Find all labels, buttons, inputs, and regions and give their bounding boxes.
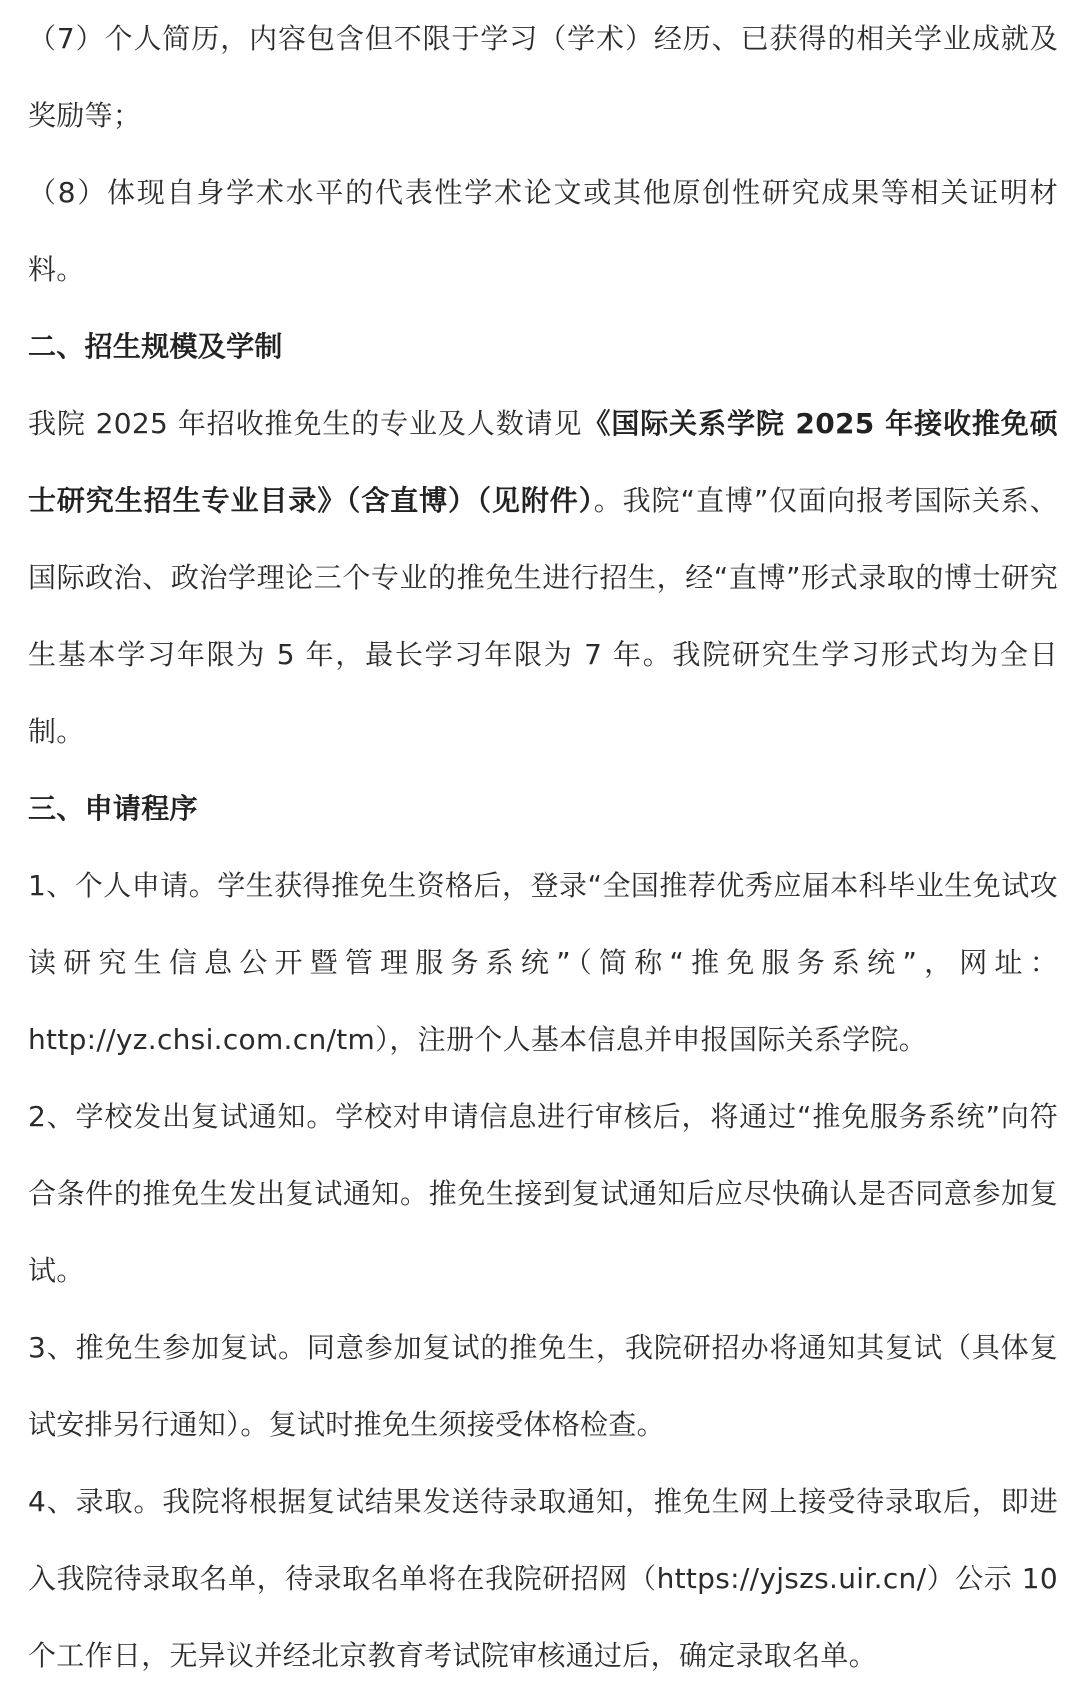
procedure-step-2: 2、学校发出复试通知。学校对申请信息进行审核后，将通过“推免服务系统”向符合条件的推免生发出复试通知。推免生接到复试通知后应尽快确认是否同意参加复试。: [28, 1100, 1058, 1287]
section-heading-application-procedure: 三、申请程序: [28, 792, 198, 825]
procedure-step-1: 1、个人申请。学生获得推免生资格后，登录“全国推荐优秀应届本科毕业生免试攻读研究生信息公开暨管理服务系统”（简称“推免服务系统”，网址：http://yz.chsi.com.cn/tm），注册个人基本信息并申报国际关系学院。: [28, 869, 1058, 1056]
procedure-step-3: 3、推免生参加复试。同意参加复试的推免生，我院研招办将通知其复试（具体复试安排另行通知）。复试时推免生须接受体格检查。: [28, 1331, 1058, 1441]
enrollment-text-after: 。我院“直博”仅面向报考国际关系、国际政治、政治学理论三个专业的推免生进行招生，经“直博”形式录取的博士研究生基本学习年限为 5 年，最长学习年限为 7 年。我院研究生学习形式均为全日制。: [28, 484, 1058, 748]
enrollment-text-before: 我院 2025 年招收推免生的专业及人数请见: [28, 407, 583, 440]
section-heading-enrollment-scale: 二、招生规模及学制: [28, 330, 283, 363]
document-body: [28, 0, 1058, 1694]
material-item-7: （7）个人简历，内容包含但不限于学习（学术）经历、已获得的相关学业成就及奖励等；: [28, 22, 1058, 132]
material-item-8: （8）体现自身学术水平的代表性学术论文或其他原创性研究成果等相关证明材料。: [28, 176, 1058, 286]
catalog-reference: 《国际关系学院 2025 年接收推免硕士研究生招生专业目录》（含直博）（见附件）: [28, 407, 1058, 517]
section-paragraph-enrollment: [28, 385, 1058, 770]
procedure-step-4: 4、录取。我院将根据复试结果发送待录取通知，推免生网上接受待录取后，即进入我院待录取名单，待录取名单将在我院研招网（https://yjszs.uir.cn/）公示 10 个工作日，无异议并经北京教育考试院审核通过后，确定录取名单。: [28, 1485, 1058, 1672]
